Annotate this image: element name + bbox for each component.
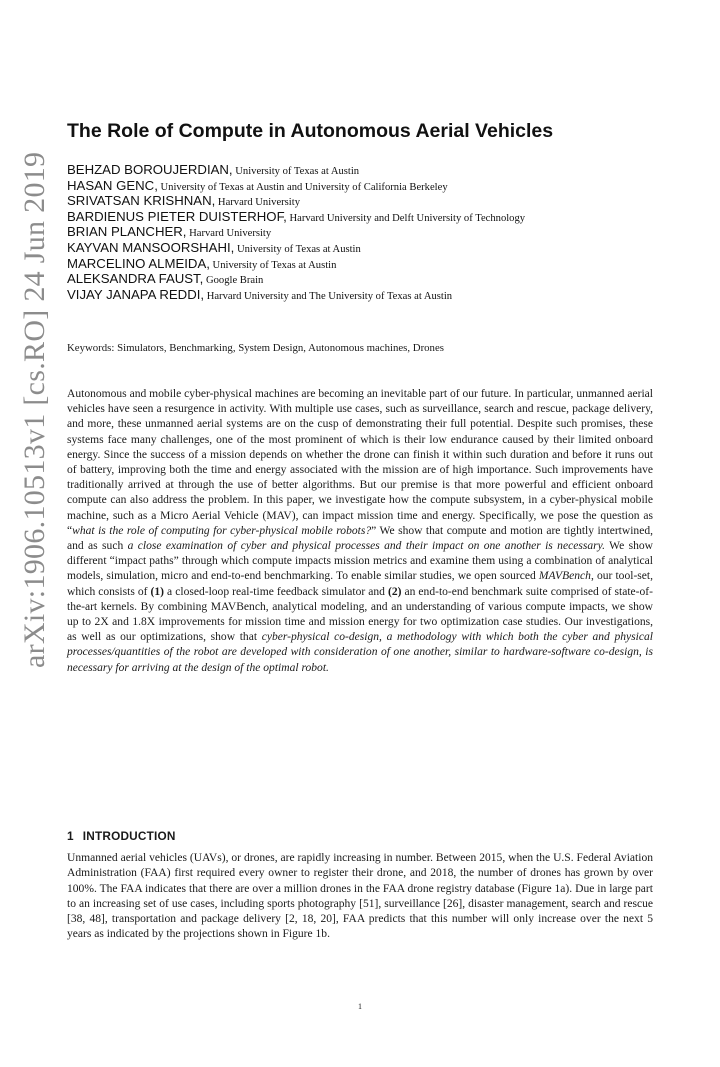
author-entry xyxy=(67,209,667,225)
author-name: VIJAY JANAPA REDDI, xyxy=(67,286,205,302)
author-name: ALEKSANDRA FAUST, xyxy=(67,271,204,287)
author-entry xyxy=(67,224,667,240)
author-affiliation: Harvard University and The University of Texas at Austin xyxy=(204,290,453,302)
author-name: SRIVATSAN KRISHNAN, xyxy=(67,193,216,209)
author-entry xyxy=(67,240,667,256)
abstract-bold: (2) xyxy=(387,585,402,598)
author-affiliation: University of Texas at Austin xyxy=(209,259,337,271)
abstract-paragraph xyxy=(67,387,653,676)
author-affiliation: Harvard University xyxy=(215,197,300,209)
abstract-emphasis: a close examination of cyber and physical processes and their impact on one another is necessary. xyxy=(127,540,605,553)
abstract-text: ” We show that compute and motion are tightly intertwined, and as such xyxy=(67,524,653,553)
abstract-emphasis: MAVBench xyxy=(538,570,591,583)
author-name: HASAN GENC, xyxy=(67,177,158,193)
abstract-text: a closed-loop real-time feedback simulator and xyxy=(164,585,388,598)
author-name: BEHZAD BOROUJERDIAN, xyxy=(67,162,233,177)
page-number: 1 xyxy=(358,1002,362,1011)
section-number: 1 xyxy=(67,829,74,843)
author-affiliation: University of Texas at Austin xyxy=(234,243,361,255)
author-list xyxy=(67,162,667,302)
author-affiliation: University of Texas at Austin and University of California Berkeley xyxy=(157,181,448,193)
author-entry xyxy=(67,162,667,178)
author-entry xyxy=(67,178,667,194)
author-entry xyxy=(67,193,667,209)
author-entry xyxy=(67,271,667,287)
section-heading xyxy=(67,829,653,843)
abstract-text: an end-to-end benchmark suite comprised of state-of-the-art kernels. By combining MAVBench, analytical modeling, and an understanding of various compute impacts, we show up to 2X and 1.8X improvements for mission time and mission energy for two optimization case studies. Our investigations, as well as our optimizations, show that xyxy=(67,585,653,644)
author-affiliation: University of Texas at Austin xyxy=(232,166,360,177)
abstract-text: We show different “impact paths” through which compute impacts mission metrics and examine them using a combination of analytical models, simulation, micro and end-to-end benchmarking. To enable similar studies, we open sourced xyxy=(67,540,653,583)
section-title-text: INTRODUCTION xyxy=(82,829,176,843)
author-affiliation: Harvard University xyxy=(186,228,272,240)
author-entry xyxy=(67,256,667,272)
author-entry xyxy=(67,287,667,303)
keywords-line: Keywords: Simulators, Benchmarking, System Design, Autonomous machines, Drones xyxy=(67,342,444,354)
abstract-emphasis: cyber-physical co-design, a methodology with which both the cyber and physical processes/quantities of the robot are developed with consideration of one another, similar to hardware-software co-design, is necessary for arriving at the design of the optimal robot. xyxy=(67,631,653,674)
author-name: BARDIENUS PIETER DUISTERHOF, xyxy=(67,208,287,224)
author-affiliation: Google Brain xyxy=(203,275,264,287)
author-affiliation: Harvard University and Delft University of Technology xyxy=(286,212,526,224)
author-name: BRIAN PLANCHER, xyxy=(67,224,187,240)
abstract-emphasis: what is the role of computing for cyber-physical mobile robots? xyxy=(72,524,372,537)
introduction-paragraph: Unmanned aerial vehicles (UAVs), or drones, are rapidly increasing in number. Between 2015, when the U.S. Federal Aviation Administration (FAA) first required every owner to register their drone, and 2018, the number of drones has grown by over 100%. The FAA indicates that there are over a million drones in the FAA drone registry database (Figure 1a). Due in large part to an increasing set of use cases, including sports photography [51], surveillance [26], disaster management, search and rescue [38, 48], transportation and package delivery [2, 18, 20], FAA predicts that this number will only increase over the next 5 years as indicated by the projections shown in Figure 1b. xyxy=(67,852,653,941)
abstract-text: , our tool-set, which consists of xyxy=(67,570,653,598)
paper-title: The Role of Compute in Autonomous Aerial Vehicles xyxy=(67,120,554,142)
abstract-text: Autonomous and mobile cyber-physical machines are becoming an inevitable part of our future. In particular, unmanned aerial vehicles have seen a resurgence in activity. With multiple use cases, such as surveillance, search and rescue, package delivery, and more, these unmanned aerial systems are on the cusp of demonstrating their full potential. Despite such promises, these systems face many challenges, one of the most prominent of which is their low endurance caused by their limited onboard energy. Since the success of a mission depends on whether the drone can finish it within such duration and before it runs out of battery, improving both the time and energy associated with the mission are of high importance. Such improvements have traditionally arrived at through the use of better algorithms. But our premise is that more powerful and efficient onboard compute can also address the problem. In this paper, we investigate how the compute subsystem, in a cyber-physical mobile machine, such as a Micro Aerial Vehicle (MAV), can impact mission time and energy. Specifically, we pose the question as “ xyxy=(67,388,653,537)
arxiv-identifier-text: arXiv:1906.10513v1 [cs.RO] 24 Jun 2019 xyxy=(18,151,51,668)
abstract-bold: (1) xyxy=(150,585,165,598)
author-name: KAYVAN MANSOORSHAHI, xyxy=(67,239,235,255)
author-name: MARCELINO ALMEIDA, xyxy=(67,255,210,271)
